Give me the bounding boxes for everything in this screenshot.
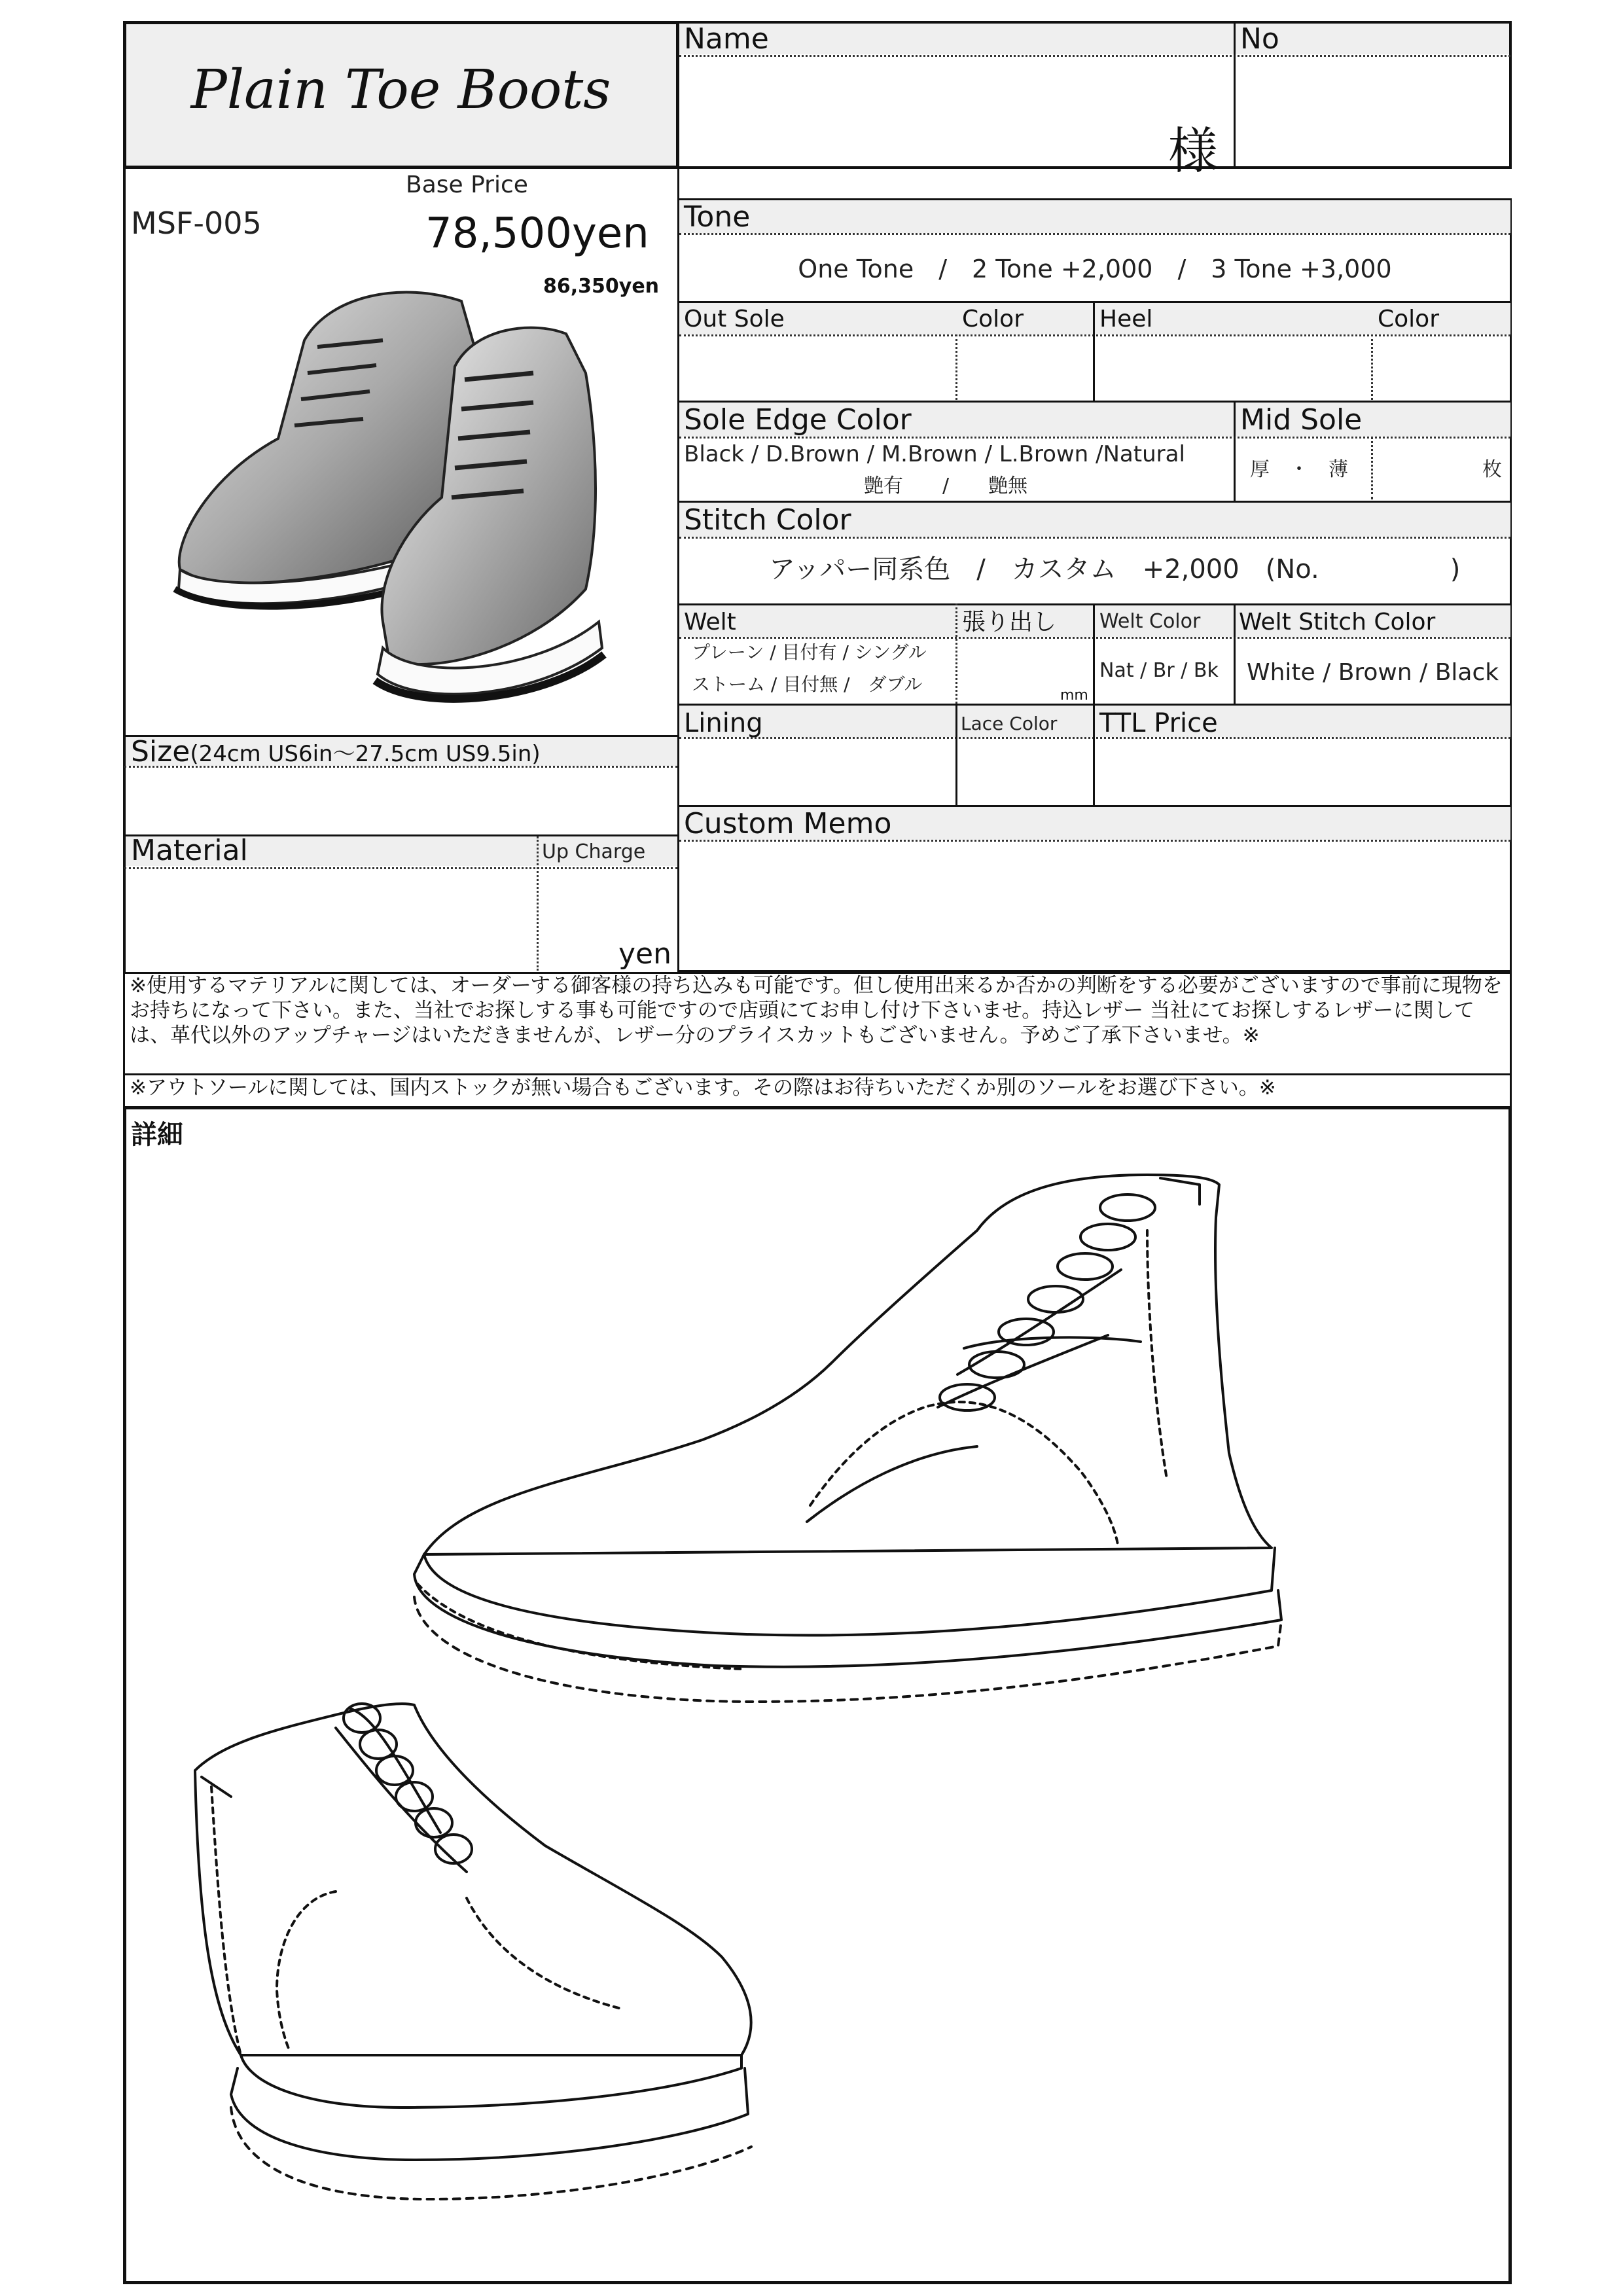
size-label: Size(24cm US6in～27.5cm US9.5in) bbox=[131, 735, 541, 768]
mid-sole-options[interactable]: 厚 ・ 薄 bbox=[1250, 458, 1348, 481]
tone-options[interactable]: One Tone / 2 Tone +2,000 / 3 Tone +3,000 bbox=[798, 255, 1392, 283]
size-top-line bbox=[123, 735, 679, 737]
base-price: 78,500yen bbox=[425, 209, 649, 258]
welt-options-2[interactable]: ストーム / 目付無 / ダブル bbox=[692, 673, 923, 695]
lining-header-bg bbox=[679, 706, 1510, 737]
base-price-label: Base Price bbox=[406, 171, 528, 198]
heel-color-field[interactable] bbox=[1374, 337, 1508, 399]
welt-overhang-divider bbox=[955, 603, 957, 704]
order-no-field[interactable] bbox=[1237, 65, 1508, 164]
mid-sole-label: Mid Sole bbox=[1240, 403, 1363, 437]
tax-price: 86,350yen bbox=[543, 275, 660, 298]
mid-sole-unit: 枚 bbox=[1482, 458, 1502, 481]
material-field[interactable] bbox=[126, 870, 535, 969]
welt-color-options[interactable]: Nat / Br / Bk bbox=[1099, 659, 1219, 682]
lace-color-field[interactable] bbox=[959, 740, 1090, 802]
welt-underline bbox=[679, 637, 1510, 639]
lining-lace-divider bbox=[955, 704, 957, 805]
model-code: MSF-005 bbox=[131, 206, 262, 241]
ttl-price-label: TTL Price bbox=[1099, 708, 1218, 738]
stitch-options[interactable]: アッパー同系色 / カスタム +2,000 (No. ) bbox=[769, 554, 1461, 584]
material-underline bbox=[124, 867, 677, 869]
sole-edge-midsole-divider bbox=[1234, 401, 1236, 501]
stitch-underline bbox=[679, 537, 1510, 539]
welt-label: Welt bbox=[684, 609, 736, 636]
ttl-price-field[interactable] bbox=[1096, 740, 1508, 802]
stitch-label: Stitch Color bbox=[684, 503, 851, 537]
tone-underline bbox=[679, 233, 1510, 235]
size-field[interactable] bbox=[126, 768, 677, 833]
detail-label: 詳細 bbox=[131, 1120, 183, 1150]
welt-options-1[interactable]: プレーン / 目付有 / シングル bbox=[692, 641, 927, 663]
outsole-color-divider bbox=[955, 334, 957, 400]
up-charge-label: Up Charge bbox=[542, 840, 646, 863]
heel-label: Heel bbox=[1099, 306, 1153, 332]
honorific: 様 bbox=[1168, 122, 1218, 180]
sole-edge-label: Sole Edge Color bbox=[684, 403, 912, 437]
welt-unit: mm bbox=[1060, 687, 1088, 704]
lace-ttl-divider bbox=[1093, 704, 1095, 805]
sole-edge-finish[interactable]: 艶有 / 艶無 bbox=[864, 475, 1028, 497]
outsole-field[interactable] bbox=[681, 337, 952, 399]
lining-underline bbox=[679, 737, 1510, 739]
sole-edge-underline bbox=[679, 437, 1510, 439]
outsole-note: ※アウトソールに関しては、国内ストックが無い場合もございます。その際はお待ちいただくか別のソールをお選び下さい。※ bbox=[130, 1076, 1276, 1100]
material-divider bbox=[537, 836, 539, 971]
boot-sketch bbox=[126, 1139, 1507, 2278]
welt-stitch-divider bbox=[1234, 603, 1236, 704]
heel-field[interactable] bbox=[1096, 337, 1368, 399]
outsole-underline bbox=[679, 334, 1510, 336]
tone-label: Tone bbox=[684, 200, 751, 234]
outsole-color-field[interactable] bbox=[959, 337, 1090, 399]
welt-stitch-options[interactable]: White / Brown / Black bbox=[1247, 659, 1499, 686]
name-underline bbox=[679, 55, 1510, 57]
material-note: ※使用するマテリアルに関しては、オーダーする御客様の持ち込みも可能です。但し使用出来るか否かの判断をする必要がございますので事前に現物をお持ちになって下さい。また、当社でお探しする事も可能ですので店頭にてお申し付け下さいませ。持込レザー 当社にてお探しするレザーに関しては、革代以外のアップチャージはいただきませんが、レザー分のプライスカットもございません。予めご了承下さいませ。※ bbox=[130, 974, 1503, 1047]
outsole-heel-divider bbox=[1093, 301, 1095, 401]
material-label: Material bbox=[131, 834, 248, 867]
welt-overhang-label: 張り出し bbox=[962, 609, 1057, 636]
no-label: No bbox=[1240, 22, 1279, 56]
custom-memo-field[interactable] bbox=[681, 843, 1508, 971]
lining-label: Lining bbox=[684, 708, 763, 738]
lining-field[interactable] bbox=[681, 740, 952, 802]
memo-underline bbox=[679, 840, 1510, 842]
outsole-color-label: Color bbox=[962, 306, 1024, 332]
lace-color-label: Lace Color bbox=[961, 713, 1058, 734]
welt-stitch-label: Welt Stitch Color bbox=[1239, 609, 1436, 636]
yen-label: yen bbox=[618, 937, 671, 971]
heel-color-label: Color bbox=[1378, 306, 1439, 332]
heel-color-divider bbox=[1371, 334, 1373, 400]
name-label: Name bbox=[684, 22, 769, 56]
outsole-label: Out Sole bbox=[684, 306, 785, 332]
welt-color-divider bbox=[1093, 603, 1095, 704]
mid-sole-divider bbox=[1371, 437, 1373, 499]
tone-header-bg bbox=[679, 200, 1510, 233]
sole-edge-options[interactable]: Black / D.Brown / M.Brown / L.Brown /Natural bbox=[684, 441, 1185, 467]
product-photo bbox=[167, 281, 664, 713]
welt-color-label: Welt Color bbox=[1099, 610, 1201, 633]
name-no-divider bbox=[1234, 21, 1236, 169]
page-title: Plain Toe Boots bbox=[190, 59, 611, 121]
customer-name-field[interactable] bbox=[681, 65, 1230, 164]
custom-memo-label: Custom Memo bbox=[684, 807, 892, 840]
